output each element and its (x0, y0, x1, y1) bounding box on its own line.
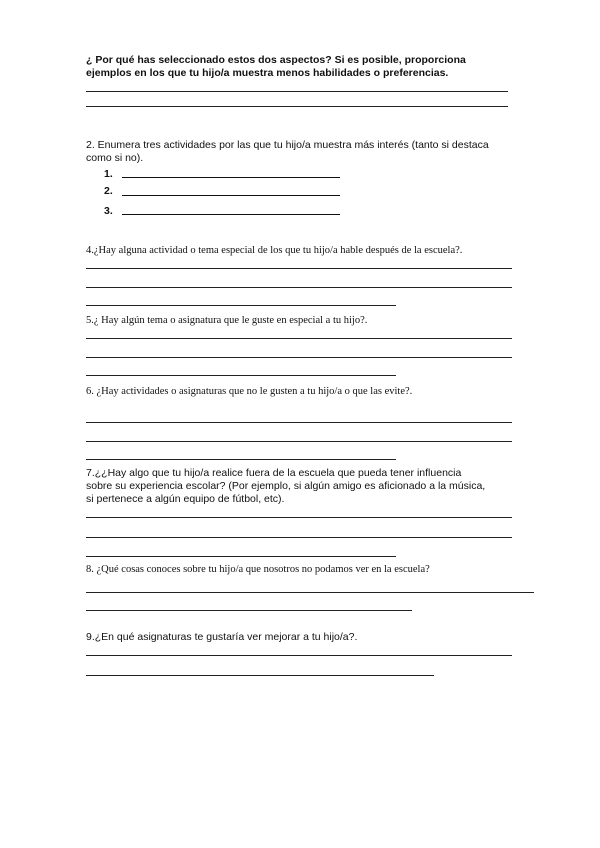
answer-line[interactable] (86, 106, 508, 107)
answer-line[interactable] (86, 655, 512, 656)
answer-line[interactable] (86, 537, 512, 538)
answer-line[interactable] (86, 357, 512, 358)
list-item-number: 1. (104, 168, 113, 180)
question-7-line3: si pertenece a algún equipo de fútbol, etc). (86, 493, 285, 505)
answer-line[interactable] (86, 517, 512, 518)
activity-answer-line-2[interactable] (122, 195, 340, 196)
answer-line[interactable] (86, 459, 396, 460)
question-2-line2: como si no). (86, 152, 144, 164)
answer-line[interactable] (86, 375, 396, 376)
question-7-line2: sobre su experiencia escolar? (Por ejemplo, si algún amigo es aficionado a la música, (86, 480, 486, 492)
question-5: 5.¿ Hay algún tema o asignatura que le guste en especial a tu hijo?. (86, 315, 368, 326)
question-2-line1: 2. Enumera tres actividades por las que tu hijo/a muestra más interés (tanto si destaca (86, 139, 489, 151)
answer-line[interactable] (86, 338, 512, 339)
question-4: 4.¿Hay alguna actividad o tema especial de los que tu hijo/a hable después de la escuela?. (86, 245, 463, 256)
intro-question-line2: ejemplos en los que tu hijo/a muestra menos habilidades o preferencias. (86, 67, 449, 79)
list-item-number: 3. (104, 205, 113, 217)
answer-line[interactable] (86, 287, 512, 288)
answer-line[interactable] (86, 441, 512, 442)
list-item-number: 2. (104, 185, 113, 197)
answer-line[interactable] (86, 556, 396, 557)
answer-line[interactable] (86, 610, 412, 611)
answer-line[interactable] (86, 592, 534, 593)
activity-answer-line-3[interactable] (122, 214, 340, 215)
question-6: 6. ¿Hay actividades o asignaturas que no le gusten a tu hijo/a o que las evite?. (86, 386, 413, 397)
question-7-line1: 7.¿¿Hay algo que tu hijo/a realice fuera de la escuela que pueda tener influencia (86, 467, 462, 479)
answer-line[interactable] (86, 675, 434, 676)
answer-line[interactable] (86, 305, 396, 306)
answer-line[interactable] (86, 91, 508, 92)
question-9: 9.¿En qué asignaturas te gustaría ver mejorar a tu hijo/a?. (86, 631, 358, 643)
activity-answer-line-1[interactable] (122, 177, 340, 178)
intro-question-line1: ¿ Por qué has seleccionado estos dos aspectos? Si es posible, proporciona (86, 54, 466, 66)
question-8: 8. ¿Qué cosas conoces sobre tu hijo/a que nosotros no podamos ver en la escuela? (86, 564, 430, 575)
answer-line[interactable] (86, 422, 512, 423)
answer-line[interactable] (86, 268, 512, 269)
